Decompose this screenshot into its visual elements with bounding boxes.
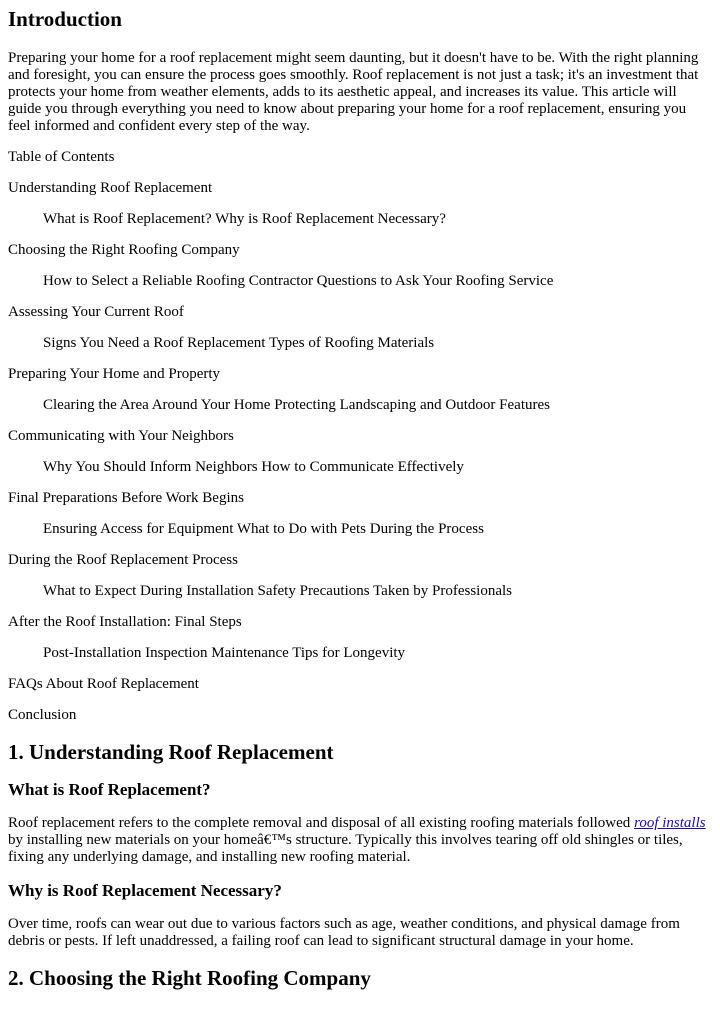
toc-subitem: Why You Should Inform Neighbors How to Communicate Effectively bbox=[43, 459, 464, 475]
toc-item: Preparing Your Home and Property bbox=[8, 366, 221, 382]
toc-item: Understanding Roof Replacement bbox=[8, 180, 213, 196]
paragraph-text: by installing new materials on your homeâ€™s structure. Typically this involves tearing off old shingles or tiles, fixing any underlying damage, and installing new roofing material. bbox=[8, 832, 683, 865]
toc-item: Final Preparations Before Work Begins bbox=[8, 490, 244, 506]
toc-subitem: Post-Installation Inspection Maintenance Tips for Longevity bbox=[43, 645, 406, 661]
toc-item: Conclusion bbox=[8, 707, 77, 723]
toc-subitem: How to Select a Reliable Roofing Contractor Questions to Ask Your Roofing Service bbox=[43, 273, 554, 289]
article bbox=[0, 6, 720, 991]
section-paragraph: Over time, roofs can wear out due to various factors such as age, weather conditions, and physical damage from debris or pests. If left unaddressed, a failing roof can lead to significant structural damage in your home. bbox=[8, 916, 680, 949]
section-heading: 1. Understanding Roof Replacement bbox=[8, 740, 334, 764]
intro-paragraph: Preparing your home for a roof replacement might seem daunting, but it doesn't have to be. With the right planning and foresight, you can ensure the process goes smoothly. Roof replacement is not just a task; it's an investment that protects your home from weather elements, adds to its aesthetic appeal, and increases its value. This article will guide you through everything you need to know about preparing your home for a roof replacement, ensuring you feel informed and confident every step of the way. bbox=[8, 50, 699, 134]
toc-subitem: Ensuring Access for Equipment What to Do with Pets During the Process bbox=[43, 521, 484, 537]
toc-title: Table of Contents bbox=[8, 149, 115, 165]
paragraph-text: Roof replacement refers to the complete removal and disposal of all existing roofing materials followed bbox=[8, 815, 635, 831]
intro-heading: Introduction bbox=[8, 7, 122, 31]
toc-item: FAQs About Roof Replacement bbox=[8, 676, 199, 692]
toc-subitem: Clearing the Area Around Your Home Protecting Landscaping and Outdoor Features bbox=[43, 397, 550, 413]
toc-subitem: Signs You Need a Roof Replacement Types of Roofing Materials bbox=[43, 335, 435, 351]
toc-item: Communicating with Your Neighbors bbox=[8, 428, 234, 444]
toc-item: Choosing the Right Roofing Company bbox=[8, 242, 240, 258]
toc-subitem: What to Expect During Installation Safety Precautions Taken by Professionals bbox=[43, 583, 512, 599]
roof-installs-link[interactable]: roof installs bbox=[634, 815, 706, 831]
toc-subitem: What is Roof Replacement? Why is Roof Replacement Necessary? bbox=[43, 211, 446, 227]
table-of-contents bbox=[8, 180, 712, 724]
subsection-heading: What is Roof Replacement? bbox=[8, 780, 211, 799]
subsection-heading: Why is Roof Replacement Necessary? bbox=[8, 881, 282, 900]
toc-item: During the Roof Replacement Process bbox=[8, 552, 238, 568]
toc-item: Assessing Your Current Roof bbox=[8, 304, 184, 320]
section-paragraph bbox=[8, 815, 712, 866]
section-heading: 2. Choosing the Right Roofing Company bbox=[8, 966, 371, 990]
toc-item: After the Roof Installation: Final Steps bbox=[8, 614, 242, 630]
